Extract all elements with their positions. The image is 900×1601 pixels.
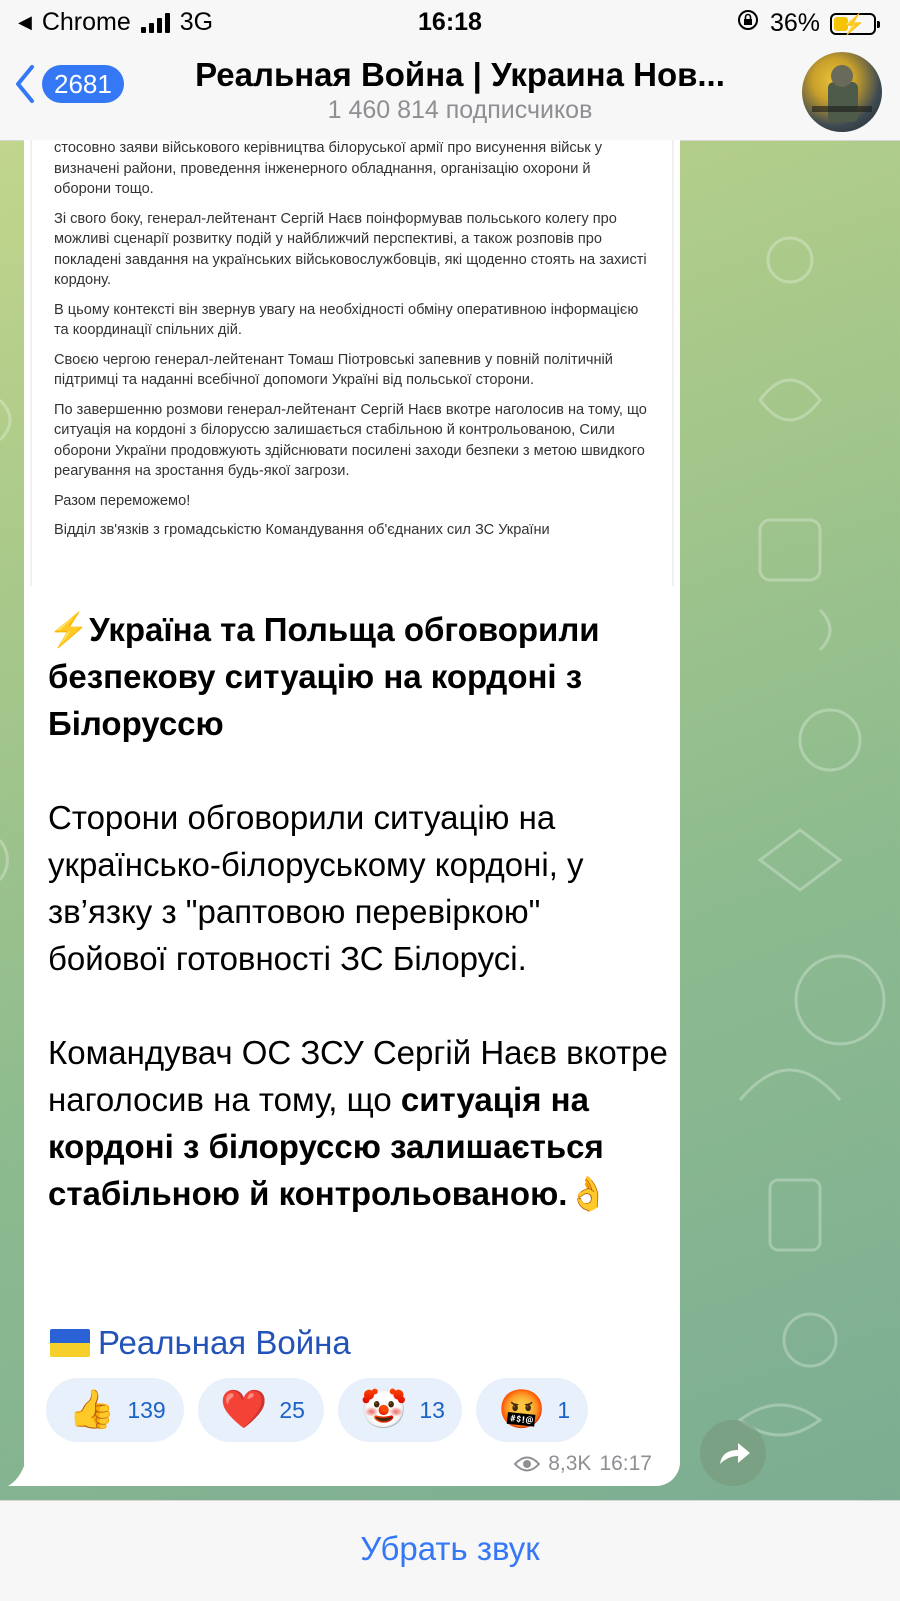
clown-icon: 🤡 [360, 1389, 408, 1431]
doc-paragraph: Своєю чергою генерал-лейтенант Томаш Піотровські запевнив у повній політичній підтримці та наданні всебічної допомоги Україні від польської сторони. [54, 351, 613, 388]
headline-text: Україна та Польща обговорили безпекову ситуацію на кордоні з Білоруссю [48, 611, 600, 742]
charging-icon: ⚡ [840, 13, 866, 36]
reaction-count: 13 [419, 1396, 445, 1423]
doc-paragraph: Разом переможемо! [54, 492, 191, 509]
status-right [736, 8, 876, 39]
doc-paragraph: стосовно заяви військового керівництва білоруської армії про висунення військ у визначені райони, проведення інженерного обладнання, організацію охорони й оборони тощо. [54, 140, 603, 197]
channel-link[interactable] [50, 1324, 351, 1362]
orientation-lock-icon [736, 8, 760, 39]
reaction-clown[interactable] [338, 1378, 462, 1442]
reactions-row [46, 1378, 588, 1442]
channel-avatar[interactable] [802, 52, 882, 132]
document-image[interactable] [30, 140, 674, 586]
mute-button[interactable]: Убрать звук [0, 1500, 900, 1601]
thumbs-up-icon: 👍 [68, 1389, 116, 1431]
view-count: 8,3K [548, 1452, 592, 1475]
doc-paragraph: В цьому контексті він звернув увагу на необхідності обміну оперативною інформацією та координації спільних дій. [54, 301, 639, 338]
chat-header [0, 46, 900, 141]
channel-title[interactable]: Реальная Война | Украина Нов... [195, 56, 725, 93]
forward-arrow-icon [700, 1420, 766, 1486]
carrier-label: Chrome [41, 8, 131, 36]
battery-icon [830, 13, 876, 35]
message-meta [514, 1452, 652, 1476]
network-label: 3G [179, 8, 214, 36]
message-paragraph-1: Сторони обговорили ситуацію на українсько-білоруському кордоні, у зв’язку з "раптовою перевіркою" бойової готовності ЗС Білорусі. [48, 799, 584, 977]
doc-paragraph: Відділ зв'язків з громадськістю Командування об'єднаних сил ЗС України [54, 522, 550, 538]
status-time: 16:18 [418, 8, 482, 36]
doc-paragraph: Зі свого боку, генерал-лейтенант Сергій Наєв поінформував польського колегу про можливі сценарії розвитку подій у найближчий перспективі, а також розповів про покладені завдання на українських військовослужбовців, які щоденно стоять на захисті кордону. [54, 210, 647, 288]
message-paragraph-2 [48, 1029, 668, 1217]
channel-link-text: Реальная Война [98, 1324, 351, 1361]
avatar-image [802, 52, 882, 132]
doc-paragraph: По завершенню розмови генерал-лейтенант Сергій Наєв вкотре наголосив на тому, що ситуація на кордоні з білоруссю залишається стабільною й контрольованою, Сили оборони України продовжують здійснювати посилені заходи безпеки з метою швидкого реагування на зростання будь-якої загрози. [54, 401, 647, 479]
back-triangle-icon: ◀ [18, 12, 32, 32]
ukraine-flag-icon [50, 1329, 90, 1357]
reaction-heart[interactable] [198, 1378, 324, 1442]
status-bar [0, 0, 900, 46]
reaction-thumbs-up[interactable] [46, 1378, 184, 1442]
chevron-left-icon [14, 64, 36, 104]
message-text [48, 606, 668, 1264]
paragraph-2-plain: Командувач ОС ЗСУ Сергій Наєв вкотре наголосив на тому, що [48, 1034, 668, 1118]
back-button[interactable] [14, 64, 124, 104]
message-time: 16:17 [599, 1452, 652, 1475]
reaction-count: 25 [279, 1396, 305, 1423]
message-headline [48, 606, 668, 747]
cursing-face-icon: 🤬 [498, 1389, 546, 1431]
ok-hand-icon: 👌 [567, 1175, 609, 1212]
battery-percent: 36% [769, 9, 820, 37]
lightning-icon: ⚡️ [48, 611, 90, 648]
paragraph-2-bold: ситуація на кордоні з білоруссю залишається стабільною й контрольованою. [48, 1081, 604, 1212]
subscriber-count: 1 460 814 подписчиков [327, 96, 593, 124]
views-eye-icon [514, 1455, 540, 1473]
share-button[interactable] [700, 1420, 766, 1486]
message-bubble [24, 140, 680, 1486]
unread-count-badge: 2681 [42, 65, 124, 103]
reaction-cursing-face[interactable] [476, 1378, 588, 1442]
reaction-count: 139 [127, 1396, 166, 1423]
reaction-count: 1 [557, 1396, 571, 1423]
heart-icon: ❤️ [220, 1389, 268, 1431]
